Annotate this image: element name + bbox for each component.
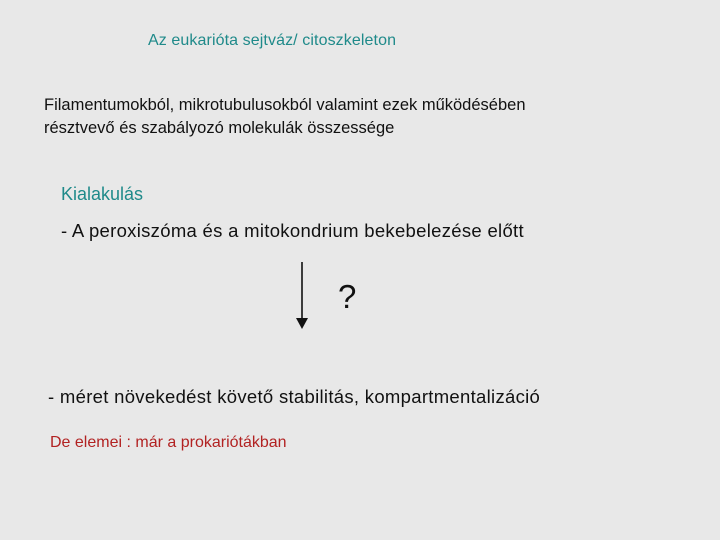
down-arrow-icon	[292, 262, 312, 330]
components-note: De elemei : már a prokariótákban	[50, 434, 287, 451]
definition-line-1: Filamentumokból, mikrotubulusokból valamint ezek működésében	[44, 96, 526, 114]
definition-line-2: résztvevő és szabályozó molekulák összessége	[44, 119, 395, 137]
origin-point-stability: - méret növekedést követő stabilitás, kompartmentalizáció	[48, 386, 541, 407]
slide-title: Az eukarióta sejtváz/ citoszkeleton	[148, 32, 397, 49]
question-mark: ?	[338, 278, 357, 315]
origin-heading: Kialakulás	[61, 184, 144, 204]
definition-text	[44, 94, 526, 140]
origin-point-before-engulfment: - A peroxiszóma és a mitokondrium bekebelezése előtt	[61, 220, 524, 241]
